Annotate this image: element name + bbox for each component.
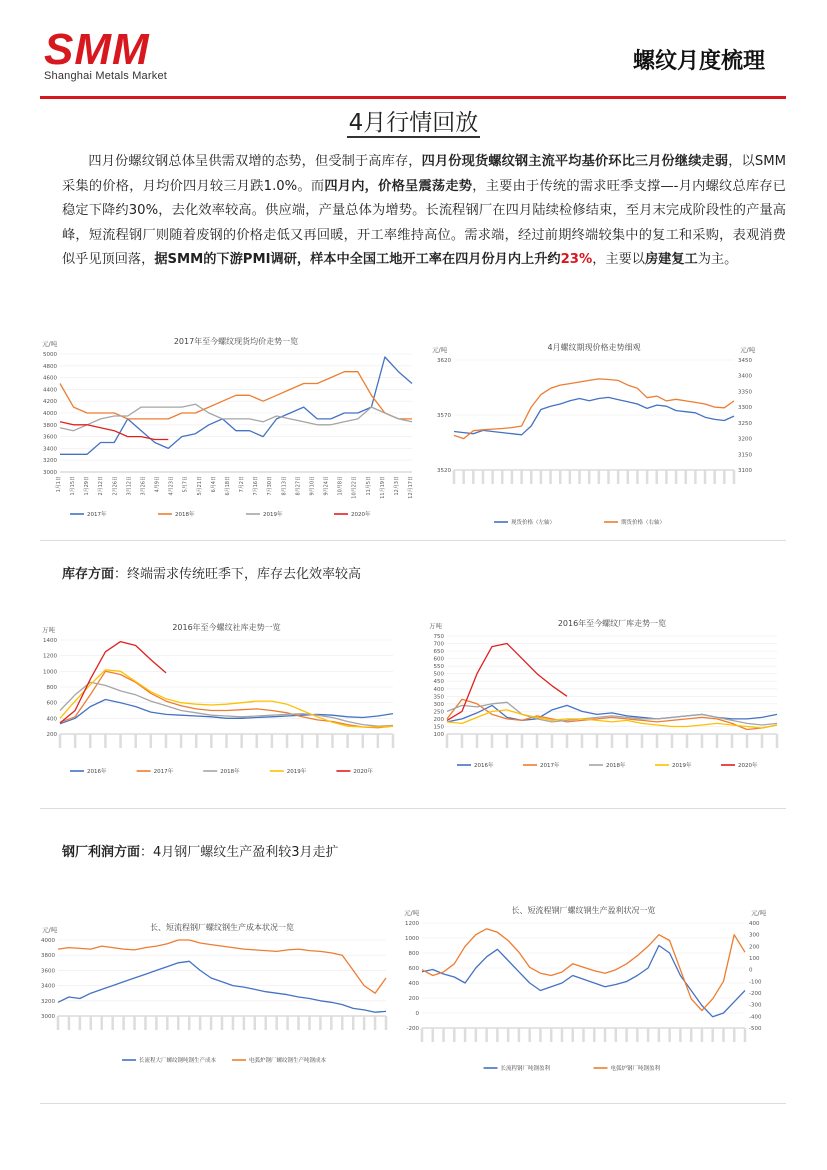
april-futures-spot-chart	[428, 330, 780, 530]
y-tick-label: 3600	[43, 434, 57, 441]
x-tick-label: 3月12日	[126, 476, 133, 496]
legend-label: 2019年	[286, 769, 307, 775]
chart-unit-right: 元/吨	[751, 909, 767, 917]
y-tick-label: 1400	[43, 638, 57, 644]
legend-label: 期货价格（右轴）	[621, 520, 666, 526]
chart-unit: 元/吨	[42, 926, 58, 934]
legend-label: 2017年	[153, 769, 174, 775]
y-tick-label: 450	[433, 679, 444, 686]
legend-label: 2018年	[220, 769, 240, 775]
y-tick-label: 800	[408, 951, 419, 957]
y-tick-label: 150	[433, 724, 444, 731]
y-tick-label: 1200	[43, 653, 57, 660]
legend-label: 2016年	[87, 769, 107, 775]
legend-label: 2019年	[672, 763, 692, 769]
y-tick-label: 200	[433, 716, 444, 723]
para-highlight: 23%	[560, 252, 593, 268]
smm-logo	[44, 25, 214, 82]
legend-label: 现货价格（左轴）	[511, 520, 556, 526]
series-line	[454, 379, 734, 439]
legend-label: 2017年	[540, 763, 560, 769]
header-title: 螺纹月度梳理	[632, 49, 765, 74]
series-line	[60, 404, 412, 431]
profit-subtitle	[62, 841, 339, 860]
x-tick-label: 1月1日	[56, 476, 62, 493]
chart-title: 长、短流程钢厂螺纹钢生产盈利状况一览	[511, 906, 656, 915]
legend-label: 2016年	[474, 763, 494, 769]
inventory-label: 库存方面	[62, 567, 115, 582]
y-tick-label: 3800	[43, 422, 57, 429]
production-profit-chart	[400, 895, 785, 1080]
y-tick-label: 4800	[43, 363, 57, 370]
x-tick-label: 6月18日	[224, 476, 231, 496]
x-tick-label: 7月30日	[267, 476, 274, 496]
x-tick-label: 4月9日	[154, 476, 161, 493]
production-cost-chart	[38, 900, 400, 1075]
y-tick-label: 3620	[437, 358, 451, 364]
x-tick-label: 7月16日	[253, 476, 260, 496]
y2-tick-label: 3400	[738, 373, 752, 380]
x-tick-label: 5月21日	[196, 476, 203, 496]
y-tick-label: 350	[433, 694, 444, 701]
y2-tick-label: 0	[749, 967, 753, 974]
x-tick-label: 3月26日	[140, 476, 147, 496]
x-tick-label: 8月27日	[295, 476, 302, 496]
y-tick-label: 200	[46, 732, 57, 738]
y-tick-label: 3000	[43, 470, 57, 476]
section-title-text: 4月行情回放	[348, 110, 479, 136]
y-tick-label: 600	[433, 656, 444, 663]
x-tick-label: 5月7日	[182, 476, 189, 493]
legend-label: 2018年	[606, 763, 626, 769]
y2-tick-label: 3150	[738, 452, 752, 459]
para-bold-2: 四月内，价格呈震荡走势	[324, 178, 473, 194]
legend-label: 2020年	[738, 763, 758, 769]
y2-tick-label: -400	[749, 1014, 762, 1021]
summary-paragraph	[62, 150, 786, 273]
y2-tick-label: 3350	[738, 389, 752, 396]
y-tick-label: 550	[433, 664, 444, 671]
y-tick-label: 3800	[41, 953, 55, 960]
legend-label: 2018年	[175, 512, 195, 518]
chart-unit: 元/吨	[432, 346, 448, 354]
y-tick-label: 600	[408, 966, 419, 972]
y-tick-label: 500	[433, 671, 444, 678]
para-text-2: ，以SMM采集的价格，月均价四月较三月跌1.0%。而	[62, 154, 786, 194]
para-bold-3: 据SMM的下游PMI调研，样本中全国工地开工率在四月份月内上升约	[154, 252, 561, 268]
y-tick-label: 400	[433, 686, 444, 693]
para-text-4: ，主要以	[592, 252, 645, 268]
y-tick-label: 0	[415, 1011, 419, 1017]
series-line	[60, 357, 412, 454]
y-tick-label: 4600	[43, 375, 57, 382]
para-bold-4: 房建复工	[644, 252, 698, 268]
logo-mark: SMM	[44, 25, 150, 74]
series-line	[447, 644, 567, 721]
para-text-1: 四月份螺纹钢总体呈供需双增的态势，但受制于高库存，	[88, 154, 422, 169]
y2-tick-label: 400	[749, 921, 760, 927]
social-inventory-chart	[38, 610, 410, 780]
x-tick-label: 9月24日	[323, 476, 330, 496]
para-text-5: 为主。	[697, 252, 738, 268]
chart-title: 4月螺纹期现价格走势细观	[547, 343, 641, 352]
y2-tick-label: -200	[749, 991, 762, 997]
legend-label: 2017年	[87, 512, 107, 518]
logo-subtitle: Shanghai Metals Market	[44, 70, 168, 82]
y-tick-label: 100	[433, 732, 444, 738]
x-tick-label: 4月23日	[168, 476, 175, 496]
y-tick-label: 250	[433, 709, 444, 716]
x-tick-label: 1月29日	[84, 476, 91, 496]
y2-tick-label: 3250	[738, 420, 752, 427]
chart-title: 长、短流程钢厂螺纹钢生产成本状况一览	[150, 923, 294, 932]
chart-unit: 万吨	[42, 626, 55, 634]
x-tick-label: 2月26日	[112, 476, 119, 496]
y-tick-label: 800	[46, 685, 57, 691]
chart-unit: 元/吨	[404, 909, 420, 917]
chart-unit: 万吨	[429, 622, 442, 630]
mill-inventory-chart	[425, 610, 785, 780]
y-tick-label: 3570	[437, 413, 451, 419]
chart-unit: 元/吨	[42, 340, 58, 348]
divider	[40, 808, 786, 809]
profit-text: ：4月钢厂螺纹生产盈利较3月走扩	[140, 845, 339, 860]
spot-price-chart	[38, 330, 420, 530]
x-tick-label: 8月13日	[281, 476, 288, 496]
y-tick-label: 4000	[43, 411, 57, 417]
chart-title: 2017年至今螺纹现货均价走势一览	[173, 337, 299, 346]
para-text-3: ，主要由于传统的需求旺季支撑—-月内螺纹总库存已稳定下降约30%，去化效率较高。供应端，产量总体为增势。长流程钢厂在四月陆续检修结束，至月末完成阶段性的产量高峰，短流程钢厂则随着废钢的价格走低又再回暖，开工率维持高位。需求端，经过前期终端较集中的复工和采购，表观消费似乎见顶回落，	[62, 178, 786, 268]
header-rule	[40, 96, 786, 99]
x-tick-label: 11月5日	[365, 476, 372, 496]
x-tick-label: 12月3日	[393, 476, 400, 496]
y-tick-label: 3200	[43, 458, 57, 465]
y-tick-label: 5000	[43, 352, 57, 358]
inventory-subtitle	[62, 563, 361, 582]
legend-label: 2020年	[351, 512, 371, 518]
legend-label: 长流程钢厂吨钢盈利	[500, 1066, 551, 1072]
x-tick-label: 6月4日	[210, 476, 217, 493]
legend-label: 长流程大厂螺纹钢吨钢生产成本	[139, 1058, 217, 1064]
section-title	[0, 104, 827, 137]
y2-tick-label: -500	[749, 1026, 762, 1032]
series-line	[60, 671, 393, 727]
x-tick-label: 11月19日	[379, 476, 386, 499]
y-tick-label: 200	[408, 996, 419, 1002]
y-tick-label: 600	[46, 700, 57, 707]
legend-label: 电弧炉钢厂螺纹钢生产吨钢成本	[249, 1058, 327, 1064]
y-tick-label: 3600	[41, 968, 55, 975]
legend-label: 电弧炉钢厂吨钢盈利	[610, 1066, 661, 1072]
series-line	[58, 961, 386, 1012]
y-tick-label: 700	[433, 641, 444, 648]
x-tick-label: 10月22日	[351, 476, 358, 499]
y2-tick-label: -100	[749, 979, 762, 986]
inventory-text: ：终端需求传统旺季下，库存去化效率较高	[114, 567, 362, 582]
series-line	[422, 946, 745, 1017]
x-tick-label: 12月17日	[408, 476, 414, 499]
x-tick-label: 7月2日	[239, 476, 246, 493]
y-tick-label: 300	[433, 701, 444, 708]
y-tick-label: 400	[408, 981, 419, 987]
y-tick-label: 750	[433, 634, 444, 640]
y-tick-label: 3400	[43, 446, 57, 453]
x-tick-label: 2月12日	[98, 476, 105, 496]
divider	[40, 540, 786, 541]
divider	[40, 1103, 786, 1104]
legend-label: 2020年	[353, 769, 373, 775]
y-tick-label: 1000	[43, 669, 57, 676]
legend-label: 2019年	[263, 512, 283, 518]
y-tick-label: -200	[406, 1026, 419, 1032]
y-tick-label: 3400	[41, 983, 55, 990]
y2-tick-label: -300	[749, 1002, 762, 1009]
series-line	[60, 642, 166, 723]
y-tick-label: 400	[46, 716, 57, 723]
y2-tick-label: 300	[749, 932, 760, 939]
y-tick-label: 4400	[43, 387, 57, 394]
y-tick-label: 4000	[41, 938, 55, 944]
chart-title: 2016年至今螺纹厂库走势一览	[557, 619, 667, 628]
chart-unit-right: 元/吨	[740, 346, 756, 354]
x-tick-label: 10月8日	[337, 476, 344, 496]
y2-tick-label: 3450	[738, 358, 752, 364]
profit-label: 钢厂利润方面	[62, 845, 141, 860]
y2-tick-label: 3300	[738, 405, 752, 412]
y-tick-label: 1000	[405, 936, 419, 942]
y-tick-label: 3200	[41, 998, 55, 1005]
y-tick-label: 3520	[437, 468, 451, 474]
chart-title: 2016年至今螺纹社库走势一览	[172, 623, 281, 632]
y-tick-label: 1200	[405, 921, 419, 927]
y-tick-label: 4200	[43, 399, 57, 406]
y-tick-label: 3000	[41, 1014, 55, 1020]
y2-tick-label: 200	[749, 944, 760, 951]
y-tick-label: 650	[433, 649, 444, 656]
x-tick-label: 1月15日	[70, 476, 77, 496]
y2-tick-label: 3100	[738, 468, 752, 474]
y2-tick-label: 3200	[738, 436, 752, 443]
para-bold-1: 四月份现货螺纹钢主流平均基价环比三月份继续走弱	[421, 154, 729, 169]
y2-tick-label: 100	[749, 956, 760, 962]
series-line	[58, 940, 386, 993]
x-tick-label: 9月10日	[309, 476, 316, 496]
